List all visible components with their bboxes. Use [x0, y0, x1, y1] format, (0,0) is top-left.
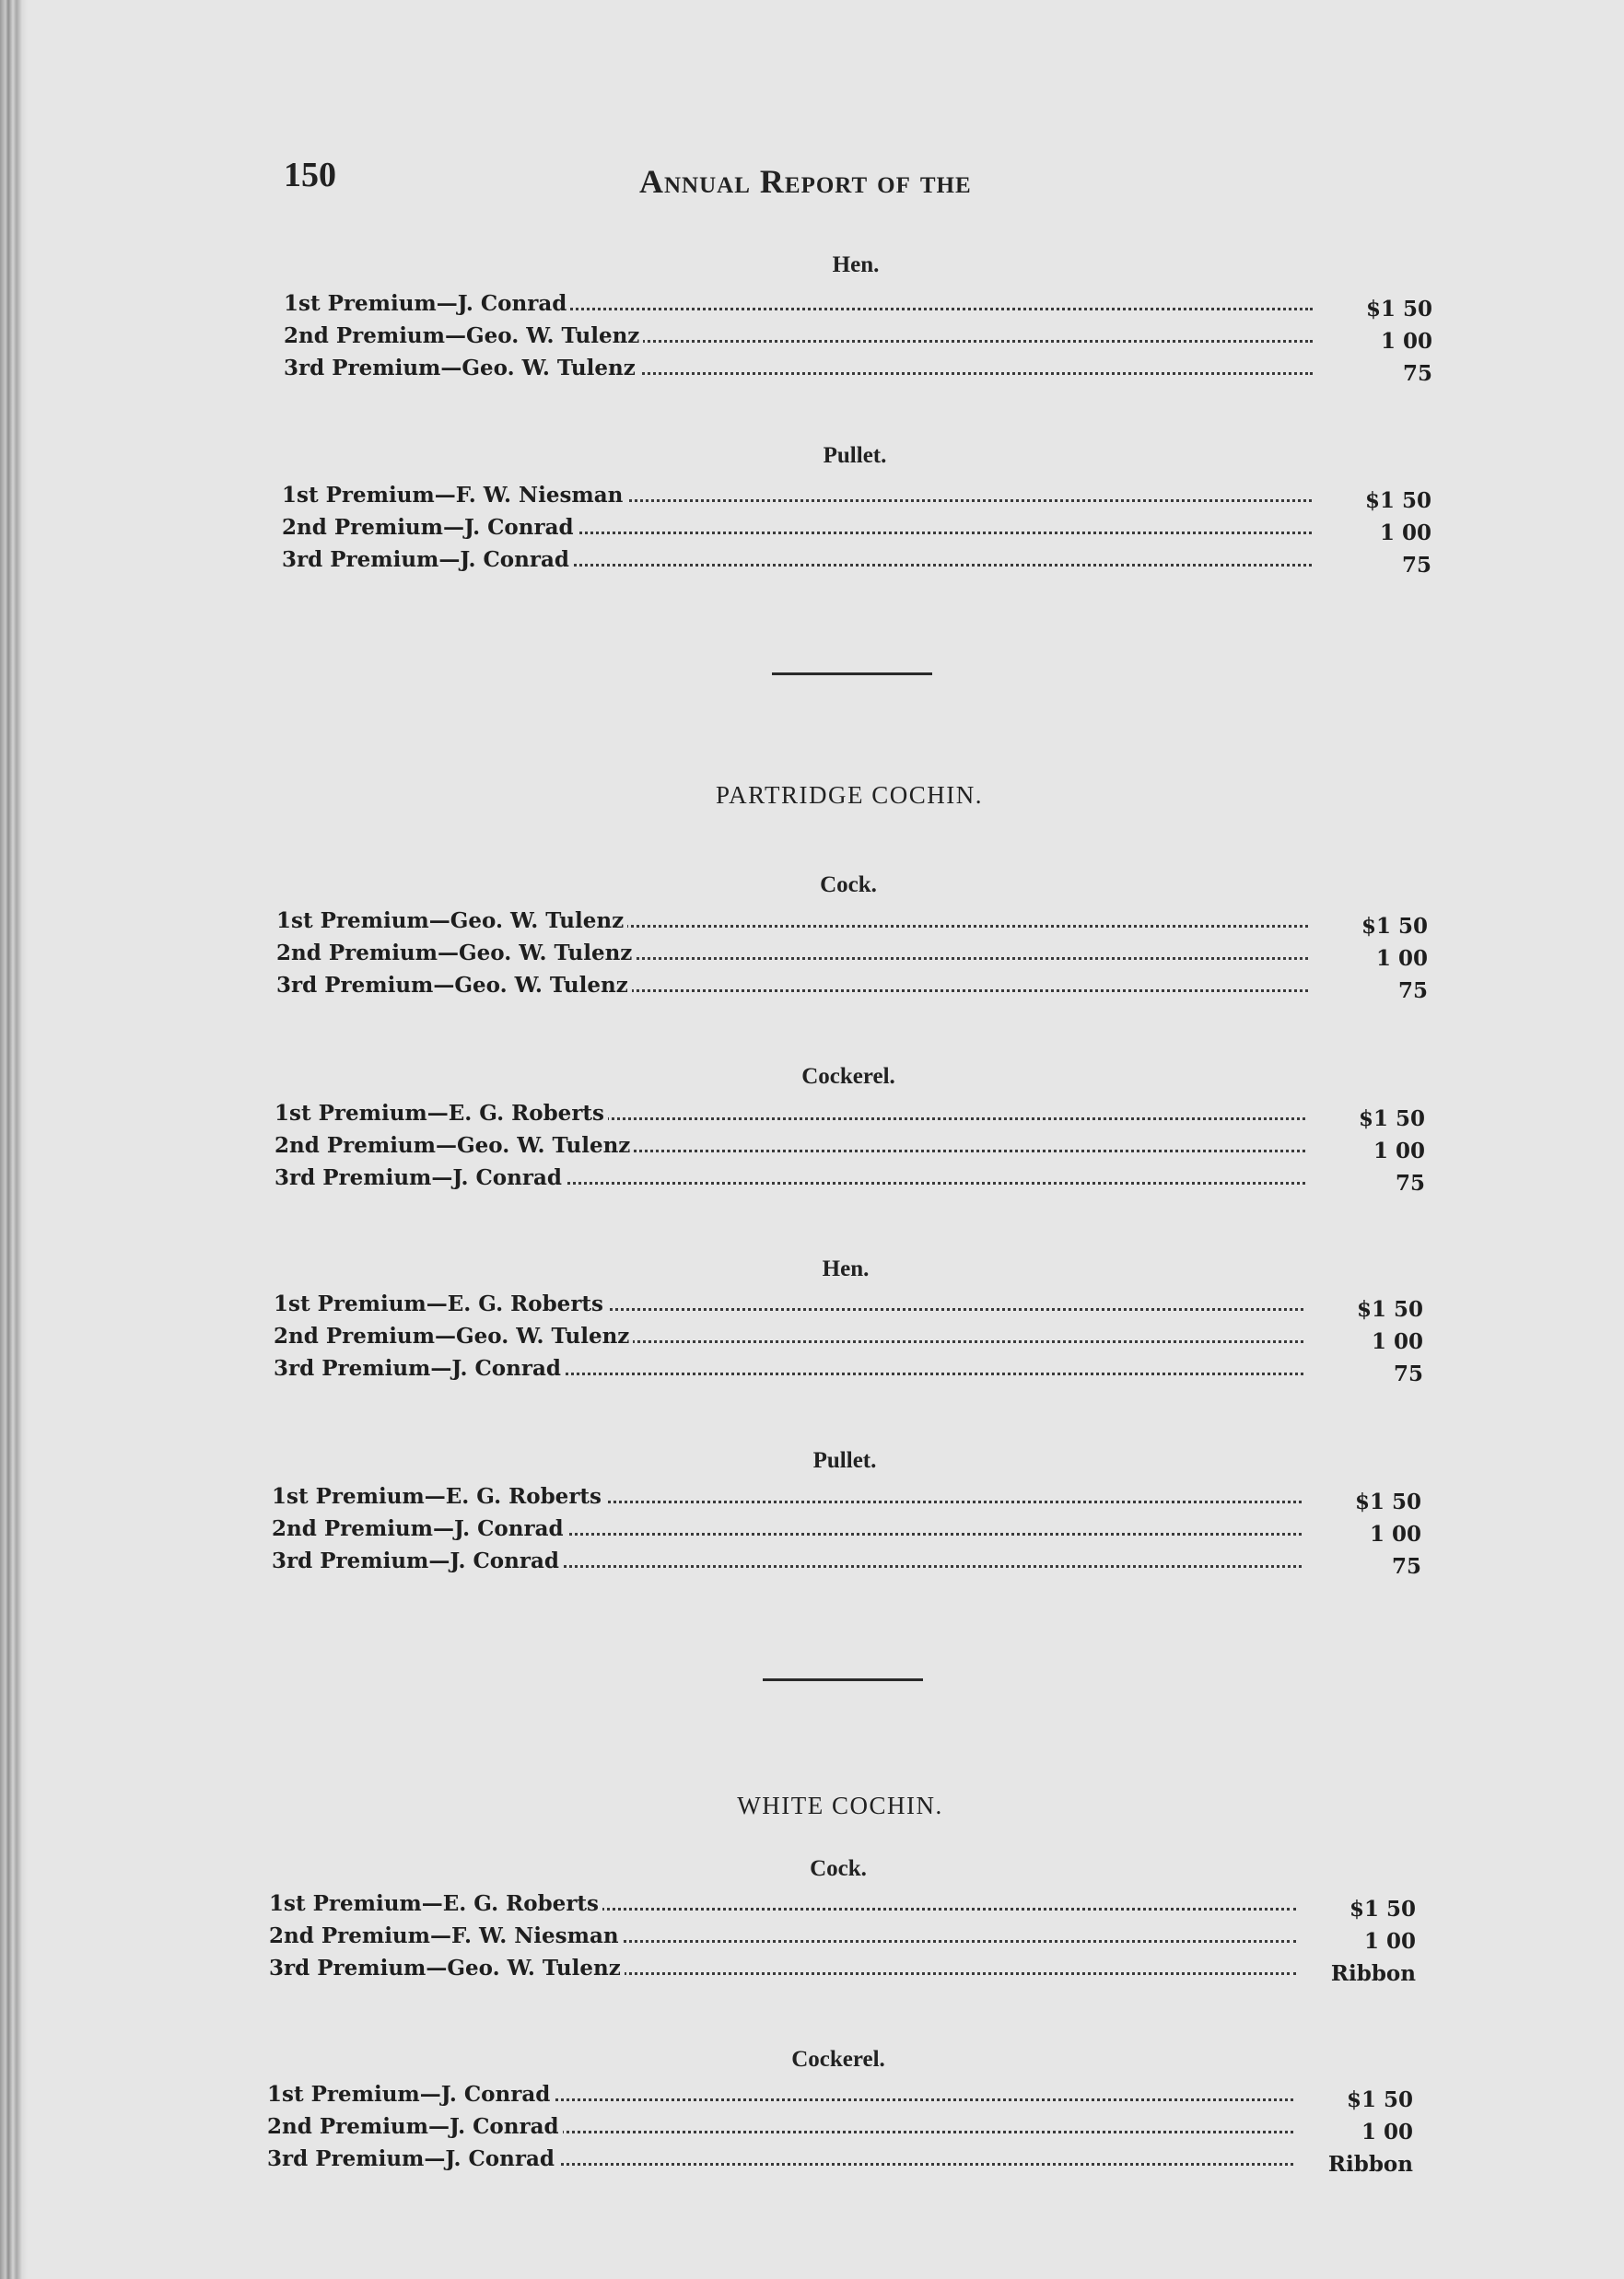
- premium-entry: [275, 1162, 1425, 1195]
- premium-entry: [284, 352, 1432, 385]
- entry-text: 1st Premium—J. Conrad: [284, 291, 570, 316]
- entry-amount: 75: [1402, 361, 1432, 386]
- premium-entry: [269, 1887, 1416, 1921]
- entry-amount: 1 00: [1363, 1929, 1416, 1954]
- subheading-cock: Cock.: [820, 872, 877, 897]
- entry-amount: $1 50: [1358, 1106, 1425, 1131]
- premium-entry: [274, 1352, 1423, 1385]
- entry-amount: 1 00: [1361, 2120, 1413, 2145]
- entry-text: 3rd Premium—J. Conrad: [282, 547, 573, 572]
- subheading-cock: Cock.: [810, 1856, 867, 1881]
- subheading-pullet: Pullet.: [823, 443, 887, 468]
- book-binding-edge: [0, 0, 28, 2279]
- entry-text: 2nd Premium—Geo. W. Tulenz: [275, 1133, 634, 1158]
- entry-amount: Ribbon: [1330, 1961, 1416, 1986]
- running-head: Annual Report of the: [639, 163, 972, 200]
- premium-entry: [276, 969, 1428, 1002]
- entry-amount: $1 50: [1346, 2087, 1413, 2112]
- premium-entry: [284, 287, 1432, 321]
- section-divider: [772, 672, 932, 675]
- entry-text: 1st Premium—E. G. Roberts: [275, 1101, 608, 1126]
- section-title-white-cochin: WHITE COCHIN.: [737, 1792, 943, 1819]
- entry-text: 3rd Premium—Geo. W. Tulenz: [276, 973, 632, 998]
- premium-entry: [272, 1545, 1421, 1578]
- premium-entry: [282, 511, 1431, 544]
- premium-entry: [274, 1320, 1423, 1353]
- entry-text: 2nd Premium—Geo. W. Tulenz: [276, 941, 636, 965]
- entry-amount: $1 50: [1356, 1297, 1423, 1322]
- subheading-cockerel: Cockerel.: [791, 2047, 885, 2072]
- entry-amount: $1 50: [1349, 1897, 1416, 1922]
- entry-amount: 1 00: [1379, 520, 1431, 545]
- entry-text: 3rd Premium—J. Conrad: [272, 1549, 563, 1573]
- section-title-partridge-cochin: PARTRIDGE COCHIN.: [716, 781, 983, 809]
- entry-amount: $1 50: [1354, 1490, 1421, 1514]
- entry-text: 2nd Premium—Geo. W. Tulenz: [274, 1324, 633, 1349]
- entry-text: 1st Premium—F. W. Niesman: [282, 483, 626, 508]
- entry-amount: 75: [1401, 553, 1431, 578]
- entry-amount: 75: [1395, 1171, 1425, 1196]
- premium-entry: [282, 479, 1431, 512]
- entry-text: 2nd Premium—J. Conrad: [282, 515, 578, 540]
- subheading-pullet: Pullet.: [812, 1448, 877, 1473]
- entry-amount: Ribbon: [1327, 2152, 1413, 2177]
- subheading-hen: Hen.: [832, 252, 880, 277]
- entry-amount: $1 50: [1364, 488, 1431, 513]
- entry-text: 1st Premium—Geo. W. Tulenz: [276, 908, 627, 933]
- entry-amount: 1 00: [1380, 329, 1432, 354]
- entry-text: 3rd Premium—J. Conrad: [275, 1165, 566, 1190]
- entry-text: 1st Premium—J. Conrad: [267, 2082, 554, 2107]
- premium-entry: [272, 1513, 1421, 1546]
- premium-entry: [276, 937, 1428, 970]
- premium-entry: [284, 320, 1432, 353]
- premium-entry: [274, 1288, 1423, 1321]
- entry-amount: 1 00: [1371, 1329, 1423, 1354]
- subheading-hen: Hen.: [822, 1256, 870, 1281]
- entry-amount: $1 50: [1365, 297, 1432, 321]
- entry-amount: 75: [1393, 1362, 1423, 1386]
- entry-text: 1st Premium—E. G. Roberts: [274, 1291, 607, 1316]
- entry-text: 3rd Premium—J. Conrad: [274, 1356, 565, 1381]
- entry-amount: 75: [1391, 1554, 1421, 1579]
- entry-amount: 1 00: [1375, 946, 1428, 971]
- entry-text: 2nd Premium—Geo. W. Tulenz: [284, 323, 643, 348]
- entry-amount: $1 50: [1361, 914, 1428, 939]
- entry-text: 3rd Premium—Geo. W. Tulenz: [284, 356, 639, 380]
- premium-entry: [267, 2078, 1413, 2111]
- entry-text: 1st Premium—E. G. Roberts: [269, 1891, 602, 1916]
- entry-text: 1st Premium—E. G. Roberts: [272, 1484, 605, 1509]
- entry-text: 2nd Premium—J. Conrad: [272, 1516, 567, 1541]
- section-divider: [763, 1678, 923, 1681]
- premium-entry: [282, 543, 1431, 577]
- premium-entry: [269, 1952, 1416, 1985]
- entry-amount: 1 00: [1373, 1139, 1425, 1163]
- premium-entry: [267, 2110, 1413, 2144]
- premium-entry: [272, 1480, 1421, 1513]
- entry-text: 2nd Premium—J. Conrad: [267, 2114, 563, 2139]
- premium-entry: [267, 2143, 1413, 2176]
- entry-text: 2nd Premium—F. W. Niesman: [269, 1923, 623, 1948]
- entry-amount: 1 00: [1369, 1522, 1421, 1547]
- entry-text: 3rd Premium—Geo. W. Tulenz: [269, 1956, 625, 1981]
- premium-entry: [269, 1920, 1416, 1953]
- premium-entry: [276, 905, 1428, 938]
- premium-entry: [275, 1097, 1425, 1130]
- entry-amount: 75: [1397, 978, 1428, 1003]
- entry-text: 3rd Premium—J. Conrad: [267, 2146, 558, 2171]
- premium-entry: [275, 1129, 1425, 1163]
- subheading-cockerel: Cockerel.: [801, 1064, 895, 1089]
- page-number: 150: [284, 156, 336, 194]
